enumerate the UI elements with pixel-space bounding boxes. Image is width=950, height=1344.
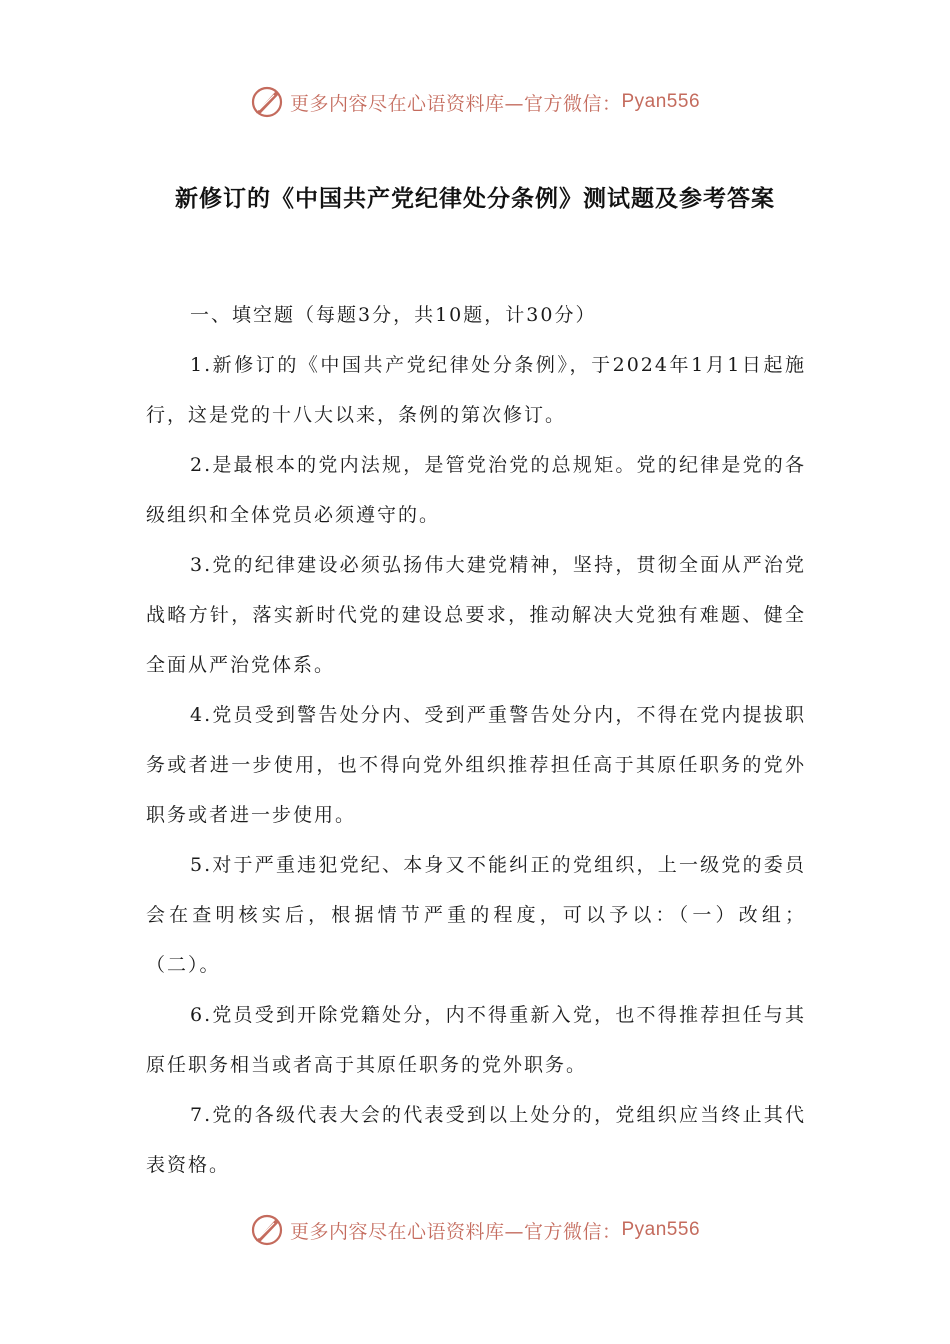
quill-logo-icon	[250, 1213, 284, 1247]
question-item: 4.党员受到警告处分内、受到严重警告处分内，不得在党内提拔职务或者进一步使用，也不得向党外组织推荐担任高于其原任职务的党外职务或者进一步使用。	[146, 704, 806, 826]
header-banner-text: 更多内容尽在心语资料库—官方微信：	[289, 92, 622, 115]
header-wechat-id: Pyan556	[621, 91, 701, 112]
footer-wechat-id: Pyan556	[621, 1219, 701, 1240]
header-banner	[0, 82, 950, 122]
footer-banner	[0, 1210, 950, 1250]
document-title: 新修订的《中国共产党纪律处分条例》测试题及参考答案	[175, 185, 775, 212]
question-item: 1.新修订的《中国共产党纪律处分条例》，于2024年1月1日起施行，这是党的十八大以来，条例的第次修订。	[146, 354, 806, 426]
question-item: 7.党的各级代表大会的代表受到以上处分的，党组织应当终止其代表资格。	[146, 1104, 806, 1176]
document-body	[146, 290, 806, 1190]
section-heading: 一、填空题（每题3分，共10题，计30分）	[190, 304, 597, 326]
question-item: 5.对于严重违犯党纪、本身又不能纠正的党组织，上一级党的委员会在查明核实后，根据情节严重的程度，可以予以：（一）改组；（二）。	[146, 854, 806, 976]
footer-banner-text: 更多内容尽在心语资料库—官方微信：	[289, 1220, 622, 1243]
question-item: 2.是最根本的党内法规，是管党治党的总规矩。党的纪律是党的各级组织和全体党员必须遵守的。	[146, 454, 806, 526]
question-item: 6.党员受到开除党籍处分，内不得重新入党，也不得推荐担任与其原任职务相当或者高于其原任职务的党外职务。	[146, 1004, 806, 1076]
quill-logo-icon	[250, 85, 284, 119]
question-item: 3.党的纪律建设必须弘扬伟大建党精神，坚持，贯彻全面从严治党战略方针，落实新时代党的建设总要求，推动解决大党独有难题、健全全面从严治党体系。	[146, 554, 806, 676]
